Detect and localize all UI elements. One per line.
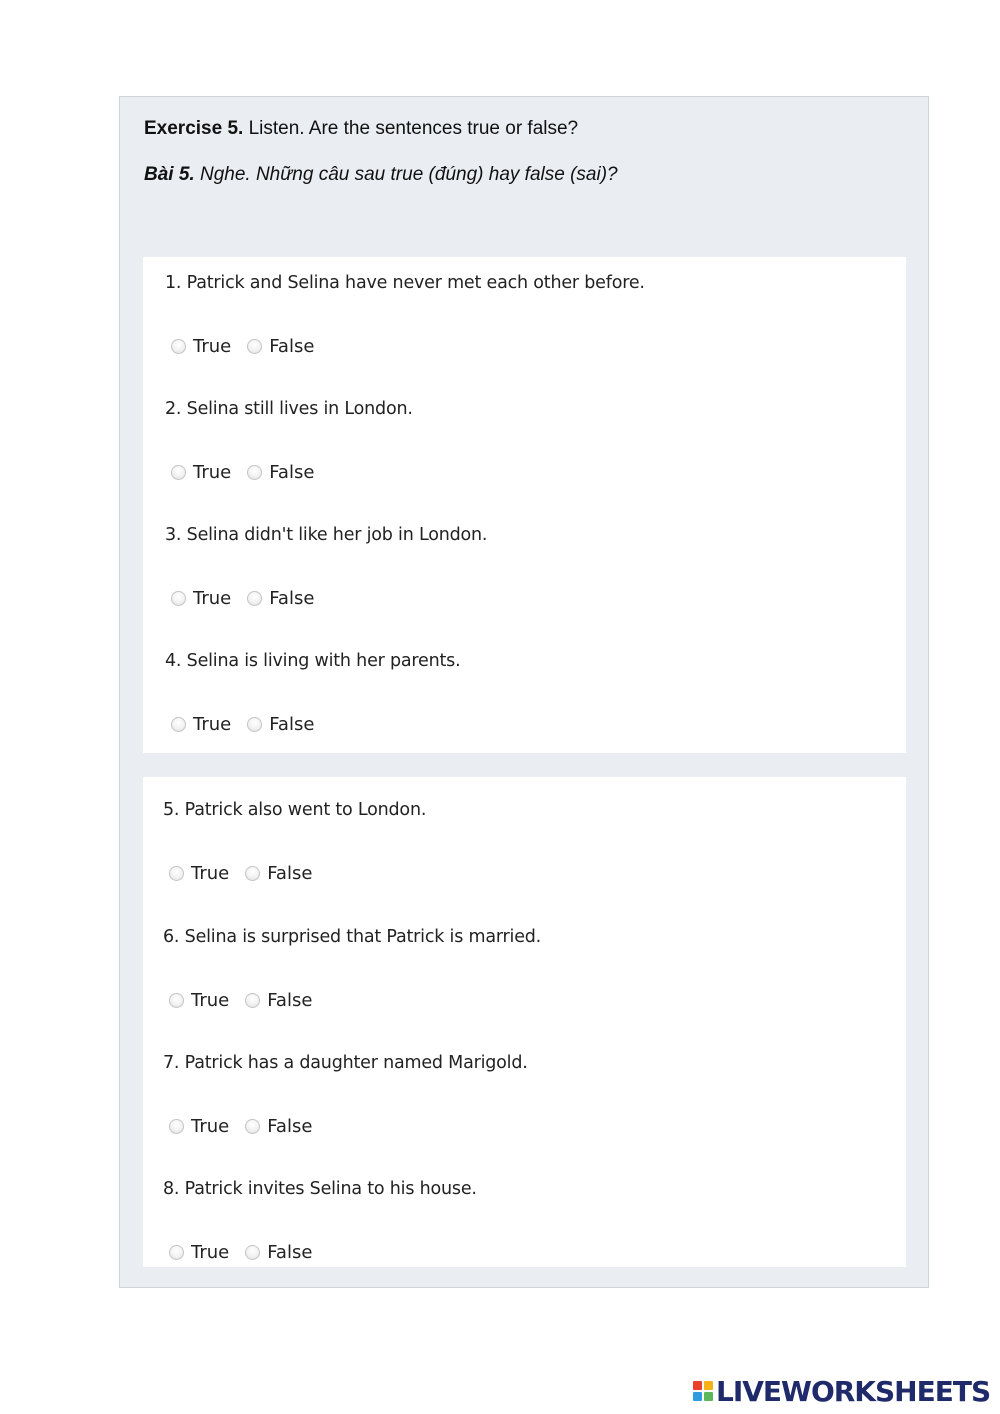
logo-square-red bbox=[693, 1381, 702, 1390]
question-1-false-option[interactable]: False bbox=[247, 336, 314, 357]
question-2-true-option[interactable]: True bbox=[171, 462, 231, 483]
liveworksheets-logo bbox=[693, 1376, 990, 1406]
question-panel-1 bbox=[143, 257, 906, 753]
question-6-options bbox=[169, 990, 312, 1011]
question-4-false-option[interactable]: False bbox=[247, 714, 314, 735]
radio-button[interactable] bbox=[169, 866, 184, 881]
question-3-true-option[interactable]: True bbox=[171, 588, 231, 609]
radio-button[interactable] bbox=[245, 1245, 260, 1260]
radio-button[interactable] bbox=[171, 717, 186, 732]
logo-icon bbox=[693, 1381, 713, 1401]
question-5-false-option[interactable]: False bbox=[245, 863, 312, 884]
question-7-true-option[interactable]: True bbox=[169, 1116, 229, 1137]
exercise-title: Exercise 5. Listen. Are the sentences true or false? bbox=[144, 118, 579, 139]
question-1-options bbox=[171, 336, 314, 357]
question-7-options bbox=[169, 1116, 312, 1137]
question-panel-2 bbox=[143, 777, 906, 1267]
radio-button[interactable] bbox=[247, 717, 262, 732]
radio-button[interactable] bbox=[247, 591, 262, 606]
question-3-false-option[interactable]: False bbox=[247, 588, 314, 609]
exercise-container bbox=[119, 96, 929, 1288]
question-8-options bbox=[169, 1242, 312, 1263]
radio-button[interactable] bbox=[245, 866, 260, 881]
question-8-true-option[interactable]: True bbox=[169, 1242, 229, 1263]
question-8-text: 8. Patrick invites Selina to his house. bbox=[163, 1179, 477, 1199]
radio-button[interactable] bbox=[169, 1245, 184, 1260]
logo-text: LIVEWORKSHEETS bbox=[716, 1374, 991, 1408]
question-3-text: 3. Selina didn't like her job in London. bbox=[165, 525, 488, 545]
question-8-false-option[interactable]: False bbox=[245, 1242, 312, 1263]
radio-button[interactable] bbox=[171, 339, 186, 354]
question-4-text: 4. Selina is living with her parents. bbox=[165, 651, 461, 671]
radio-button[interactable] bbox=[171, 591, 186, 606]
logo-square-yellow bbox=[704, 1381, 713, 1390]
logo-square-green bbox=[704, 1392, 713, 1401]
radio-button[interactable] bbox=[169, 1119, 184, 1134]
question-4-true-option[interactable]: True bbox=[171, 714, 231, 735]
exercise-subtitle: Bài 5. Nghe. Những câu sau true (đúng) hay false (sai)? bbox=[144, 164, 618, 185]
question-5-text: 5. Patrick also went to London. bbox=[163, 800, 427, 820]
question-2-text: 2. Selina still lives in London. bbox=[165, 399, 413, 419]
radio-button[interactable] bbox=[169, 993, 184, 1008]
question-5-options bbox=[169, 863, 312, 884]
question-2-false-option[interactable]: False bbox=[247, 462, 314, 483]
radio-button[interactable] bbox=[245, 1119, 260, 1134]
question-1-text: 1. Patrick and Selina have never met each other before. bbox=[165, 273, 645, 293]
question-6-false-option[interactable]: False bbox=[245, 990, 312, 1011]
radio-button[interactable] bbox=[245, 993, 260, 1008]
question-1-true-option[interactable]: True bbox=[171, 336, 231, 357]
question-3-options bbox=[171, 588, 314, 609]
question-5-true-option[interactable]: True bbox=[169, 863, 229, 884]
question-7-false-option[interactable]: False bbox=[245, 1116, 312, 1137]
radio-button[interactable] bbox=[171, 465, 186, 480]
radio-button[interactable] bbox=[247, 339, 262, 354]
question-6-true-option[interactable]: True bbox=[169, 990, 229, 1011]
radio-button[interactable] bbox=[247, 465, 262, 480]
question-2-options bbox=[171, 462, 314, 483]
question-6-text: 6. Selina is surprised that Patrick is married. bbox=[163, 927, 542, 947]
question-7-text: 7. Patrick has a daughter named Marigold. bbox=[163, 1053, 528, 1073]
logo-square-blue bbox=[693, 1392, 702, 1401]
question-4-options bbox=[171, 714, 314, 735]
